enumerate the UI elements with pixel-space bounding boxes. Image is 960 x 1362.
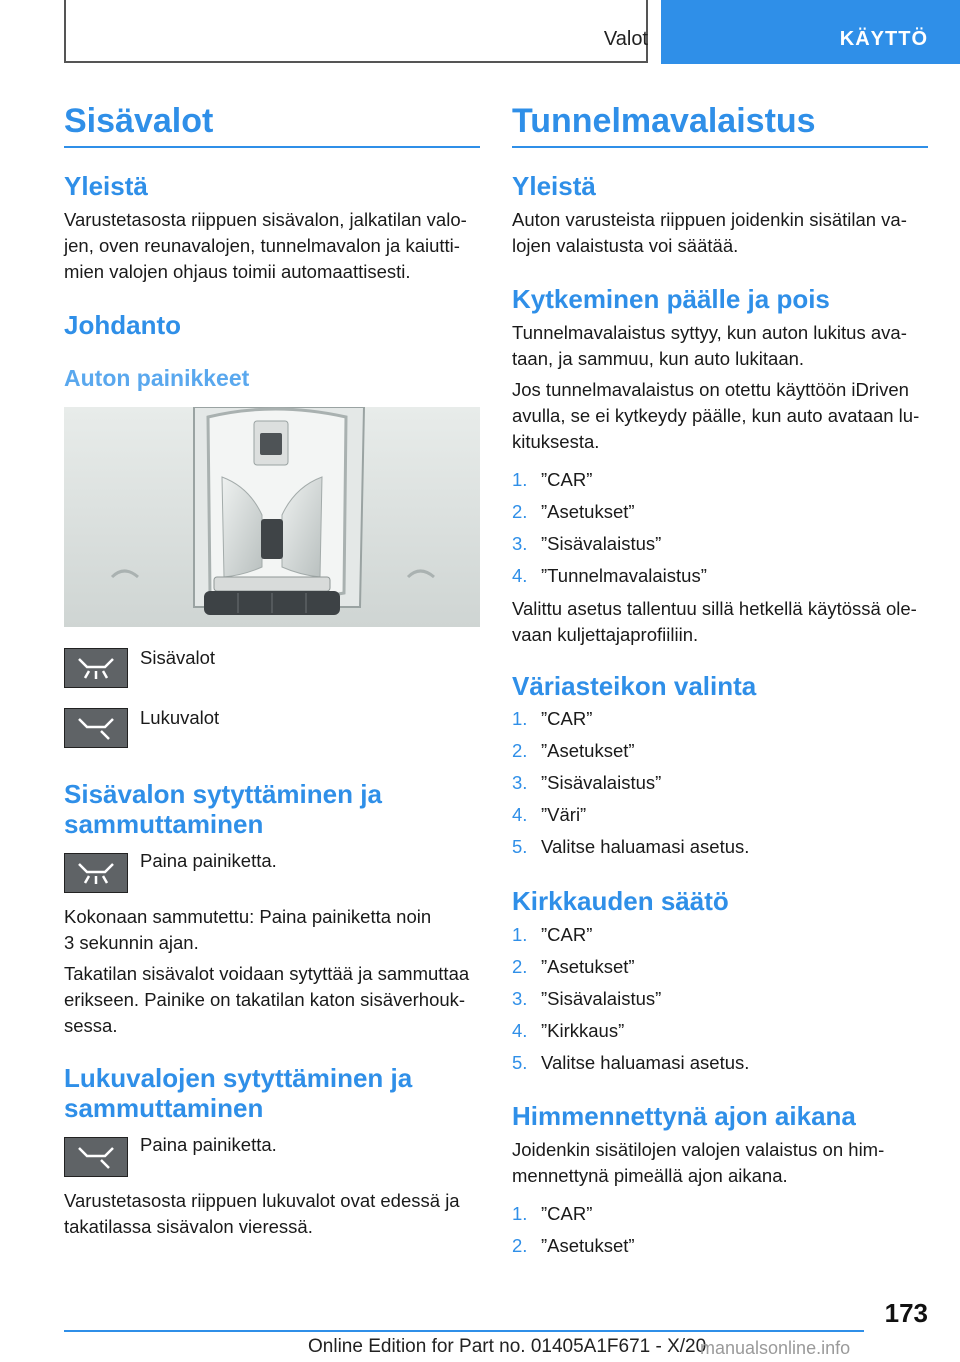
heading-kirkkaus: Kirkkauden säätö xyxy=(512,886,729,916)
roof-console-illustration xyxy=(64,407,480,627)
footer-edition: Online Edition for Part no. 01405A1F671 - X/20 xyxy=(308,1336,707,1357)
reading-light-icon xyxy=(64,708,128,748)
paragraph-takatilan-sisavalot: Takatilan sisävalot voidaan sytyttää ja sammuttaa erikseen. Painike on takatilan katon sisäverhouk- sessa. xyxy=(64,963,470,1036)
paragraph-yleista: Varustetasosta riippuen sisävalon, jalkatilan valo- jen, oven reunavalojen, tunnelmavalon ja kaiutti- mien valojen ohjaus toimii automaattisesti. xyxy=(64,209,467,282)
section-title-tunnelmavalaistus: Tunnelmavalaistus xyxy=(512,102,816,140)
interior-light-icon-glyph xyxy=(65,649,127,687)
roof-console-photo xyxy=(64,407,480,627)
interior-light-icon xyxy=(64,853,128,893)
section-title-sisavalot: Sisävalot xyxy=(64,102,214,140)
header-chapter-tab xyxy=(661,0,960,64)
paragraph-kytkeminen-1: Tunnelmavalaistus syttyy, kun auton lukitus ava- taan, ja sammuu, kun auto lukitaan. xyxy=(512,322,907,369)
header-frame xyxy=(64,0,648,63)
paragraph-kokonaan-sammutettu: Kokonaan sammutettu: Paina painiketta noin 3 sekunnin ajan. xyxy=(64,906,432,953)
reading-light-icon-glyph xyxy=(65,1138,127,1176)
paragraph-kytkeminen-2: Jos tunnelmavalaistus on otettu käyttöön iDriven avulla, se ei kytkeydy päälle, kun auto avataan lu- kituksesta. xyxy=(512,379,920,452)
heading-johdanto: Johdanto xyxy=(64,310,181,340)
subheading-auton-painikkeet: Auton painikkeet xyxy=(64,365,250,391)
interior-light-icon xyxy=(64,648,128,688)
chapter-label: KÄYTTÖ xyxy=(839,28,928,50)
title-rule xyxy=(512,146,928,148)
heading-yleista: Yleistä xyxy=(64,171,148,201)
paragraph-kuljettajaprofiili: Valittu asetus tallentuu sillä hetkellä käytössä ole- vaan kuljettajaprofiiliin. xyxy=(512,598,917,645)
heading-variasteikko: Väriasteikon valinta xyxy=(512,671,757,701)
instruction-paina-painiketta: Paina painiketta. xyxy=(140,850,277,871)
interior-light-icon-glyph xyxy=(65,854,127,892)
legend-label-sisavalot: Sisävalot xyxy=(140,647,216,668)
heading-lukuvalojen-sytyttaminen: Lukuvalojen sytyttäminen ja sammuttaminen xyxy=(64,1063,413,1123)
instruction-paina-painiketta: Paina painiketta. xyxy=(140,1134,277,1155)
paragraph-lukuvalot-sijainti: Varustetasosta riippuen lukuvalot ovat edessä ja takatilassa sisävalon vieressä. xyxy=(64,1190,460,1237)
heading-sisavalon-sytyttaminen: Sisävalon sytyttäminen ja sammuttaminen xyxy=(64,779,382,839)
page-number: 173 xyxy=(884,1298,928,1328)
footer-watermark: manualsonline.info xyxy=(700,1338,851,1358)
legend-label-lukuvalot: Lukuvalot xyxy=(140,707,220,728)
footer-rule xyxy=(64,1330,864,1332)
reading-light-icon-glyph xyxy=(65,709,127,747)
paragraph-yleista-right: Auton varusteista riippuen joidenkin sisätilan va- lojen valaistusta voi säätää. xyxy=(512,209,907,256)
heading-yleista-right: Yleistä xyxy=(512,171,596,201)
paragraph-himmennetty: Joidenkin sisätilojen valojen valaistus on him- mennettynä pimeällä ajon aikana. xyxy=(512,1139,885,1186)
heading-kytkeminen: Kytkeminen päälle ja pois xyxy=(512,284,830,314)
reading-light-icon xyxy=(64,1137,128,1177)
header-section-title: Valot xyxy=(603,28,648,50)
heading-himmennetty: Himmennettynä ajon aikana xyxy=(512,1101,856,1131)
title-rule xyxy=(64,146,480,148)
